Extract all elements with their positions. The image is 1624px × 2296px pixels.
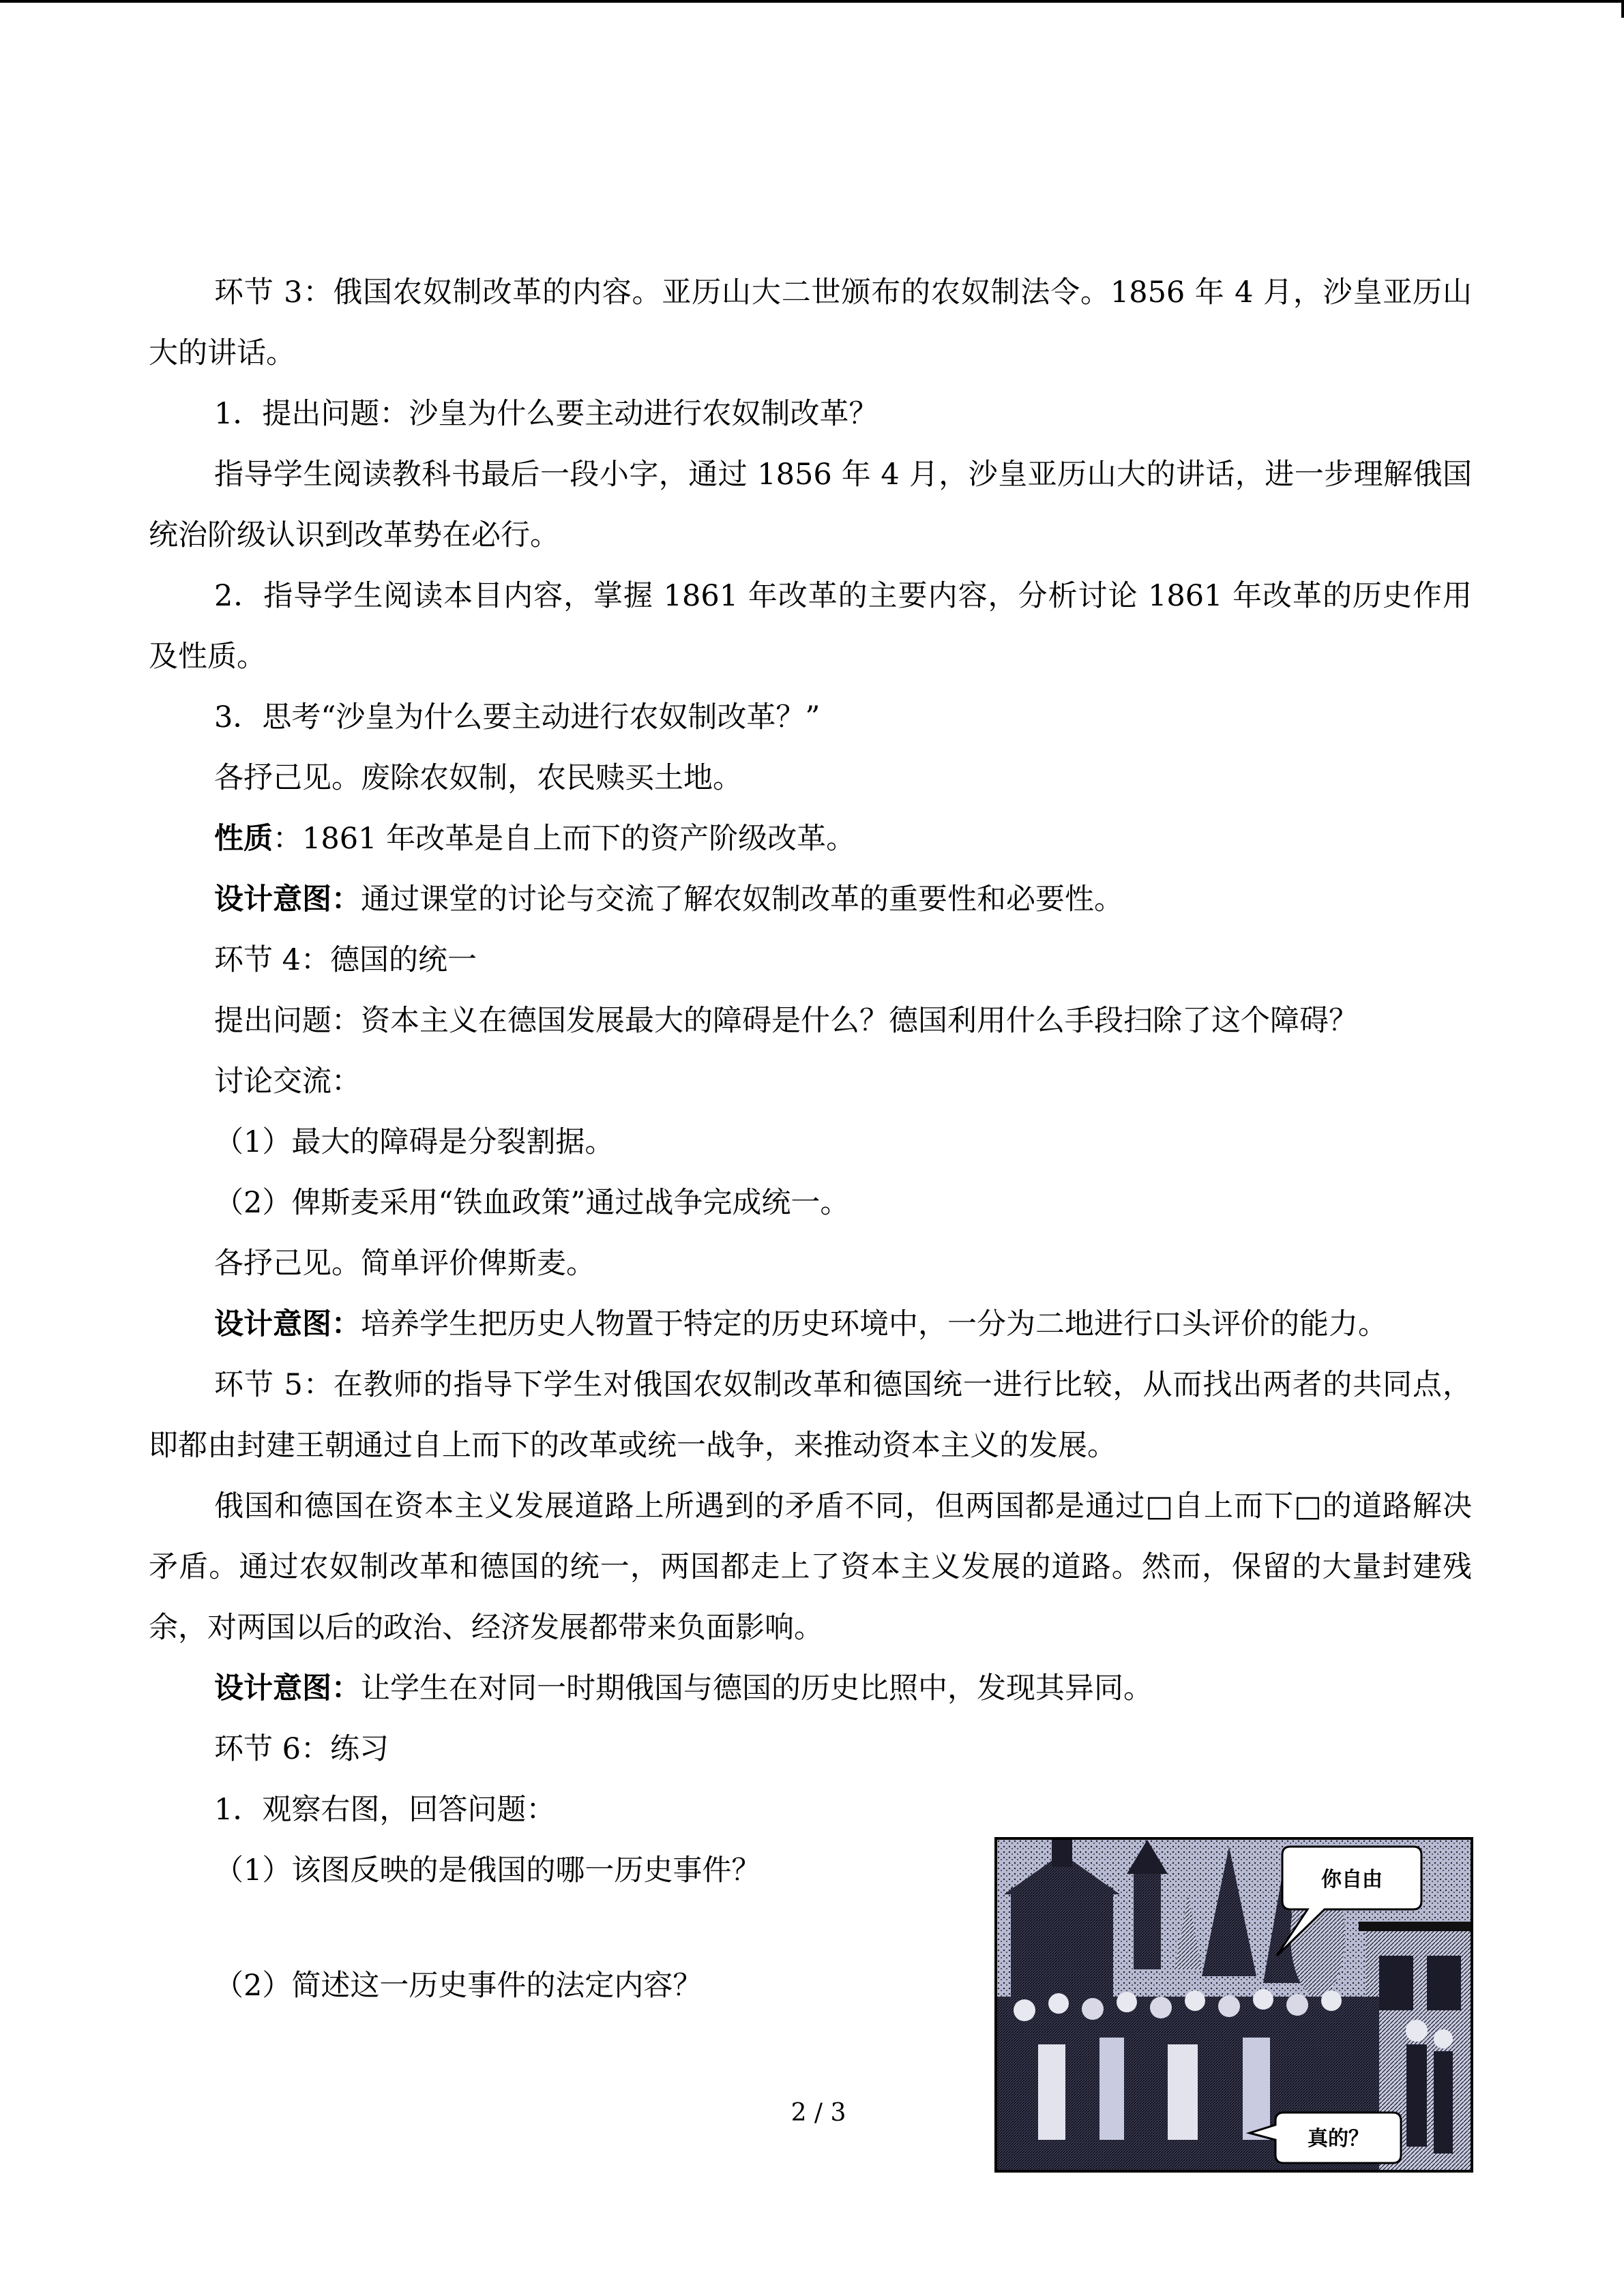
paragraph-exercise-q1: （1）该图反映的是俄国的哪一历史事件？	[214, 1853, 761, 1888]
paragraph-reading-guide: 指导学生阅读教科书最后一段小字，通过 1856 年 4 月，沙皇亚历山大的讲话，进一步理解俄国统治阶级认识到改革势在必行。	[149, 458, 1472, 552]
nature-text: ：1861 年改革是自上而下的资产阶级改革。	[273, 822, 856, 856]
paragraph-answer-2: （2）俾斯麦采用“铁血政策”通过战争完成统一。	[214, 1186, 850, 1220]
paragraph-section-3-intro: 环节 3：俄国农奴制改革的内容。亚历山大二世颁布的农奴制法令。1856 年 4 月，沙皇亚历山大的讲话。	[149, 275, 1472, 370]
paragraph-section-4-title: 环节 4：德国的统一	[214, 943, 477, 977]
paragraph-opinions-1: 各抒己见。废除农奴制，农民赎买土地。	[214, 761, 742, 795]
paragraph-exercise-1: 1．观察右图，回答问题：	[214, 1793, 556, 1827]
paragraph-section-5: 环节 5：在教师的指导下学生对俄国农奴制改革和德国统一进行比较，从而找出两者的共同点，即都由封建王朝通过自上而下的改革或统一战争，来推动资本主义的发展。	[149, 1368, 1472, 1463]
top-border-line	[0, 0, 1624, 3]
paragraph-design-intent-3	[149, 1658, 1472, 1719]
paragraph-question-germany: 提出问题：资本主义在德国发展最大的障碍是什么？德国利用什么手段扫除了这个障碍？	[214, 1004, 1358, 1038]
bubble-bottom-text: 真的？	[1308, 2127, 1369, 2151]
illustration-drawing	[997, 1840, 1471, 2170]
page-number: 2 / 3	[791, 2099, 846, 2127]
design-intent-label: 设计意图：	[214, 1671, 361, 1705]
paragraph-exercise-q2: （2）简述这一历史事件的法定内容？	[214, 1969, 703, 2003]
emancipation-illustration	[994, 1837, 1473, 2173]
paragraph-think-question: 3．思考“沙皇为什么要主动进行农奴制改革？”	[214, 700, 821, 734]
design-intent-label: 设计意图：	[214, 882, 361, 916]
design-intent-text: 培养学生把历史人物置于特定的历史环境中，一分为二地进行口头评价的能力。	[361, 1307, 1387, 1341]
paragraph-design-intent-2	[149, 1294, 1472, 1355]
paragraph-reform-content: 2．指导学生阅读本目内容，掌握 1861 年改革的主要内容，分析讨论 1861 年改革的历史作用及性质。	[149, 579, 1472, 674]
paragraph-comparison: 俄国和德国在资本主义发展道路上所遇到的矛盾不同，但两国都是通过□自上而下□的道路解决矛盾。通过农奴制改革和德国的统一，两国都走上了资本主义发展的道路。然而，保留的大量封建残余，对两国以后的政治、经济发展都带来负面影响。	[149, 1489, 1472, 1645]
paragraph-opinions-2: 各抒己见。简单评价俾斯麦。	[214, 1247, 595, 1281]
design-intent-label: 设计意图：	[214, 1307, 361, 1341]
paragraph-section-6-title: 环节 6：练习	[214, 1732, 389, 1766]
nature-label: 性质	[214, 822, 273, 856]
design-intent-text: 让学生在对同一时期俄国与德国的历史比照中，发现其异同。	[361, 1671, 1153, 1705]
document-body	[149, 263, 1472, 2016]
paragraph-design-intent-1	[149, 869, 1472, 930]
paragraph-question-1: 1．提出问题：沙皇为什么要主动进行农奴制改革？	[214, 397, 879, 431]
bubble-top-text: 你自由	[1321, 1868, 1383, 1892]
paragraph-discussion: 讨论交流：	[214, 1064, 361, 1099]
paragraph-answer-1: （1）最大的障碍是分裂割据。	[214, 1125, 615, 1159]
design-intent-text: 通过课堂的讨论与交流了解农奴制改革的重要性和必要性。	[361, 882, 1123, 916]
paragraph-nature	[149, 809, 1472, 869]
corner-border-line	[1621, 0, 1624, 18]
